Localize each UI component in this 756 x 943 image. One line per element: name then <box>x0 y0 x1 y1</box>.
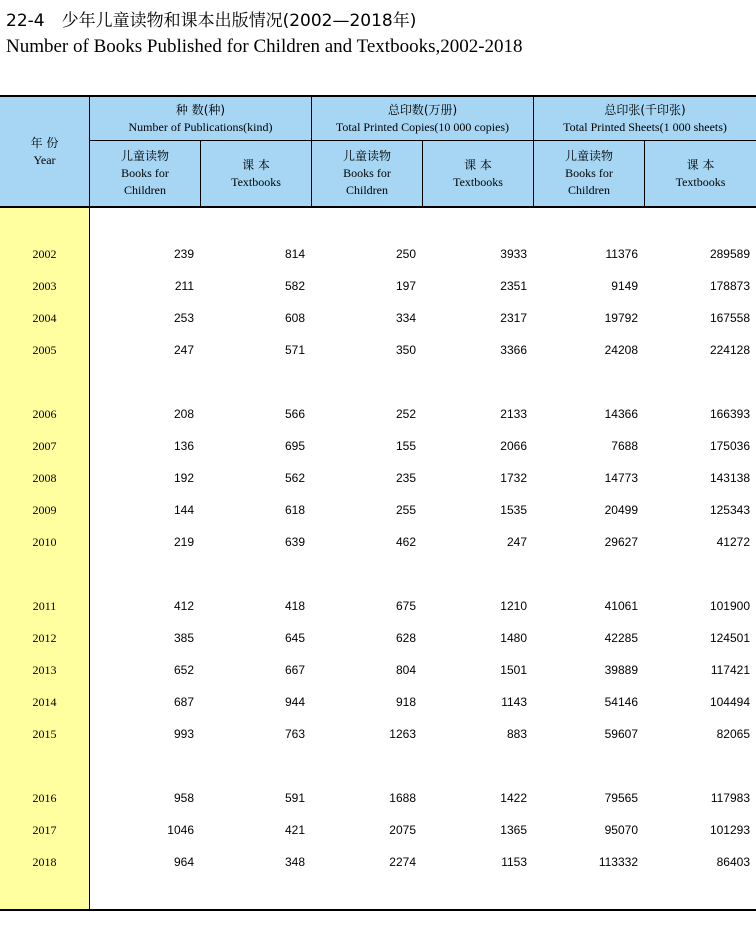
table-row <box>0 244 756 264</box>
value-cell: 1688 <box>389 791 416 805</box>
header-sub-en: Textbooks <box>453 174 503 189</box>
table-row <box>0 852 756 872</box>
value-cell: 591 <box>284 791 305 805</box>
year-cell: 2007 <box>32 439 57 453</box>
header-group-publications <box>90 97 311 140</box>
header-group-en: Total Printed Copies(10 000 copies) <box>335 119 510 134</box>
value-cell: 1210 <box>500 599 527 613</box>
value-cell: 958 <box>173 791 194 805</box>
value-cell: 117421 <box>710 663 750 677</box>
value-cell: 197 <box>395 279 416 293</box>
table-row <box>0 532 756 552</box>
value-cell: 3933 <box>500 247 527 261</box>
header-sub-zh: 课 本 <box>464 157 492 172</box>
header-group-en: Total Printed Sheets(1 000 sheets) <box>563 119 727 134</box>
year-cell: 2016 <box>32 791 57 805</box>
value-cell: 86403 <box>716 855 750 869</box>
value-cell: 1153 <box>501 855 527 869</box>
value-cell: 253 <box>173 311 194 325</box>
value-cell: 175036 <box>709 439 750 453</box>
year-cell: 2006 <box>32 407 57 421</box>
year-cell: 2017 <box>32 823 57 837</box>
value-cell: 763 <box>284 727 305 741</box>
value-cell: 24208 <box>604 343 638 357</box>
value-cell: 639 <box>284 535 305 549</box>
value-cell: 247 <box>173 343 194 357</box>
value-cell: 566 <box>284 407 305 421</box>
value-cell: 9149 <box>611 279 638 293</box>
value-cell: 334 <box>395 311 416 325</box>
table-row <box>0 500 756 520</box>
table-row <box>0 404 756 424</box>
header-sub-en: Textbooks <box>675 174 726 189</box>
value-cell: 652 <box>173 663 194 677</box>
value-cell: 124501 <box>709 631 750 645</box>
year-cell: 2003 <box>32 279 57 293</box>
value-cell: 79565 <box>604 791 638 805</box>
value-cell: 814 <box>284 247 305 261</box>
value-cell: 250 <box>395 247 416 261</box>
value-cell: 101293 <box>709 823 750 837</box>
header-sub-en: Children <box>124 183 166 197</box>
value-cell: 95070 <box>604 823 638 837</box>
value-cell: 1501 <box>500 663 527 677</box>
value-cell: 20499 <box>604 503 638 517</box>
value-cell: 2351 <box>500 279 527 293</box>
value-cell: 219 <box>173 535 194 549</box>
header-sub-en: Textbooks <box>231 174 281 189</box>
value-cell: 418 <box>284 599 305 613</box>
value-cell: 19792 <box>604 311 638 325</box>
header-sub-zh: 儿童读物 <box>120 149 169 163</box>
table-row <box>0 468 756 488</box>
header-sub-zh: 儿童读物 <box>342 149 391 163</box>
table-row <box>0 596 756 616</box>
value-cell: 59607 <box>604 727 638 741</box>
value-cell: 7688 <box>611 439 638 453</box>
year-cell: 2004 <box>32 311 57 325</box>
value-cell: 918 <box>395 695 416 709</box>
value-cell: 41272 <box>716 535 750 549</box>
value-cell: 54146 <box>604 695 638 709</box>
value-cell: 350 <box>395 343 416 357</box>
table-row <box>0 724 756 744</box>
table-row <box>0 692 756 712</box>
value-cell: 82065 <box>716 727 750 741</box>
table-row <box>0 660 756 680</box>
year-cell: 2009 <box>32 503 57 517</box>
value-cell: 2066 <box>500 439 527 453</box>
value-cell: 1535 <box>500 503 527 517</box>
value-cell: 618 <box>284 503 305 517</box>
value-cell: 462 <box>395 535 416 549</box>
header-sub-children <box>90 141 200 206</box>
value-cell: 125343 <box>709 503 750 517</box>
value-cell: 412 <box>173 599 194 613</box>
value-cell: 255 <box>395 503 416 517</box>
year-cell: 2002 <box>32 247 57 261</box>
value-cell: 562 <box>284 471 305 485</box>
value-cell: 166393 <box>709 407 750 421</box>
table-row <box>0 276 756 296</box>
year-cell: 2014 <box>32 695 57 709</box>
value-cell: 3366 <box>500 343 527 357</box>
value-cell: 2133 <box>500 407 527 421</box>
value-cell: 1732 <box>500 471 527 485</box>
value-cell: 167558 <box>709 311 750 325</box>
header-sub-zh: 课 本 <box>686 157 715 172</box>
value-cell: 582 <box>284 279 305 293</box>
value-cell: 675 <box>395 599 416 613</box>
header-year-zh: 年 份 <box>30 135 59 150</box>
value-cell: 14773 <box>604 471 638 485</box>
value-cell: 667 <box>284 663 305 677</box>
header-sub-en: Books for <box>121 166 169 180</box>
value-cell: 117983 <box>710 791 750 805</box>
value-cell: 104494 <box>709 695 750 709</box>
value-cell: 14366 <box>604 407 638 421</box>
table-row <box>0 340 756 360</box>
header-sub-zh: 儿童读物 <box>564 149 613 163</box>
value-cell: 29627 <box>604 535 638 549</box>
value-cell: 964 <box>173 855 194 869</box>
year-cell: 2011 <box>32 599 57 613</box>
year-cell: 2015 <box>32 727 57 741</box>
table-row <box>0 308 756 328</box>
value-cell: 1422 <box>500 791 527 805</box>
table-row <box>0 436 756 456</box>
value-cell: 1046 <box>167 823 194 837</box>
page-title-zh: 22-4 少年儿童读物和课本出版情况(2002—2018年) <box>6 11 417 31</box>
header-sub-textbooks <box>201 141 311 206</box>
value-cell: 1263 <box>389 727 416 741</box>
value-cell: 883 <box>506 727 527 741</box>
value-cell: 178873 <box>709 279 750 293</box>
year-cell: 2013 <box>32 663 57 677</box>
year-cell: 2010 <box>32 535 57 549</box>
header-sub-textbooks <box>423 141 533 206</box>
value-cell: 421 <box>284 823 305 837</box>
year-cell: 2008 <box>32 471 57 485</box>
value-cell: 385 <box>173 631 194 645</box>
value-cell: 144 <box>173 503 194 517</box>
value-cell: 11376 <box>605 247 638 261</box>
header-sub-textbooks <box>645 141 756 206</box>
value-cell: 136 <box>173 439 194 453</box>
header-group-zh: 总印数(万册) <box>387 102 458 117</box>
value-cell: 239 <box>173 247 194 261</box>
value-cell: 247 <box>506 535 527 549</box>
value-cell: 143138 <box>709 471 750 485</box>
value-cell: 1365 <box>500 823 527 837</box>
value-cell: 608 <box>284 311 305 325</box>
header-sub-en: Children <box>568 183 610 197</box>
value-cell: 993 <box>173 727 194 741</box>
header-sub-en: Books for <box>565 166 613 180</box>
value-cell: 1480 <box>500 631 527 645</box>
value-cell: 101900 <box>709 599 750 613</box>
value-cell: 695 <box>284 439 305 453</box>
value-cell: 42285 <box>604 631 638 645</box>
value-cell: 348 <box>284 855 305 869</box>
table-row <box>0 628 756 648</box>
value-cell: 2317 <box>500 311 527 325</box>
value-cell: 155 <box>395 439 416 453</box>
value-cell: 1143 <box>501 695 527 709</box>
value-cell: 208 <box>173 407 194 421</box>
header-group-copies <box>312 97 533 140</box>
value-cell: 944 <box>284 695 305 709</box>
header-sub-children <box>534 141 644 206</box>
header-group-zh: 种 数(种) <box>175 102 226 117</box>
value-cell: 804 <box>395 663 416 677</box>
table-row <box>0 820 756 840</box>
value-cell: 2274 <box>389 855 416 869</box>
year-cell: 2005 <box>32 343 57 357</box>
value-cell: 289589 <box>709 247 750 261</box>
page-title-en: Number of Books Published for Children and Textbooks,2002-2018 <box>6 36 523 57</box>
value-cell: 192 <box>173 471 194 485</box>
header-year <box>0 97 89 206</box>
header-sub-en: Books for <box>343 166 391 180</box>
value-cell: 211 <box>174 279 194 293</box>
value-cell: 39889 <box>604 663 638 677</box>
value-cell: 571 <box>284 343 305 357</box>
value-cell: 687 <box>173 695 194 709</box>
value-cell: 235 <box>395 471 416 485</box>
header-bottom-rule <box>0 206 756 208</box>
header-group-sheets <box>534 97 756 140</box>
value-cell: 628 <box>395 631 416 645</box>
value-cell: 252 <box>395 407 416 421</box>
year-cell: 2012 <box>32 631 57 645</box>
value-cell: 41061 <box>604 599 638 613</box>
header-sub-en: Children <box>346 183 388 197</box>
value-cell: 113332 <box>598 855 638 869</box>
header-group-zh: 总印张(千印张) <box>604 102 686 117</box>
value-cell: 224128 <box>709 343 750 357</box>
header-year-en: Year <box>33 152 56 167</box>
value-cell: 645 <box>284 631 305 645</box>
header-sub-zh: 课 本 <box>242 157 270 172</box>
value-cell: 2075 <box>389 823 416 837</box>
header-sub-children <box>312 141 422 206</box>
table-row <box>0 788 756 808</box>
year-cell: 2018 <box>32 855 57 869</box>
bottom-rule <box>0 909 756 911</box>
header-group-en: Number of Publications(kind) <box>128 119 273 134</box>
